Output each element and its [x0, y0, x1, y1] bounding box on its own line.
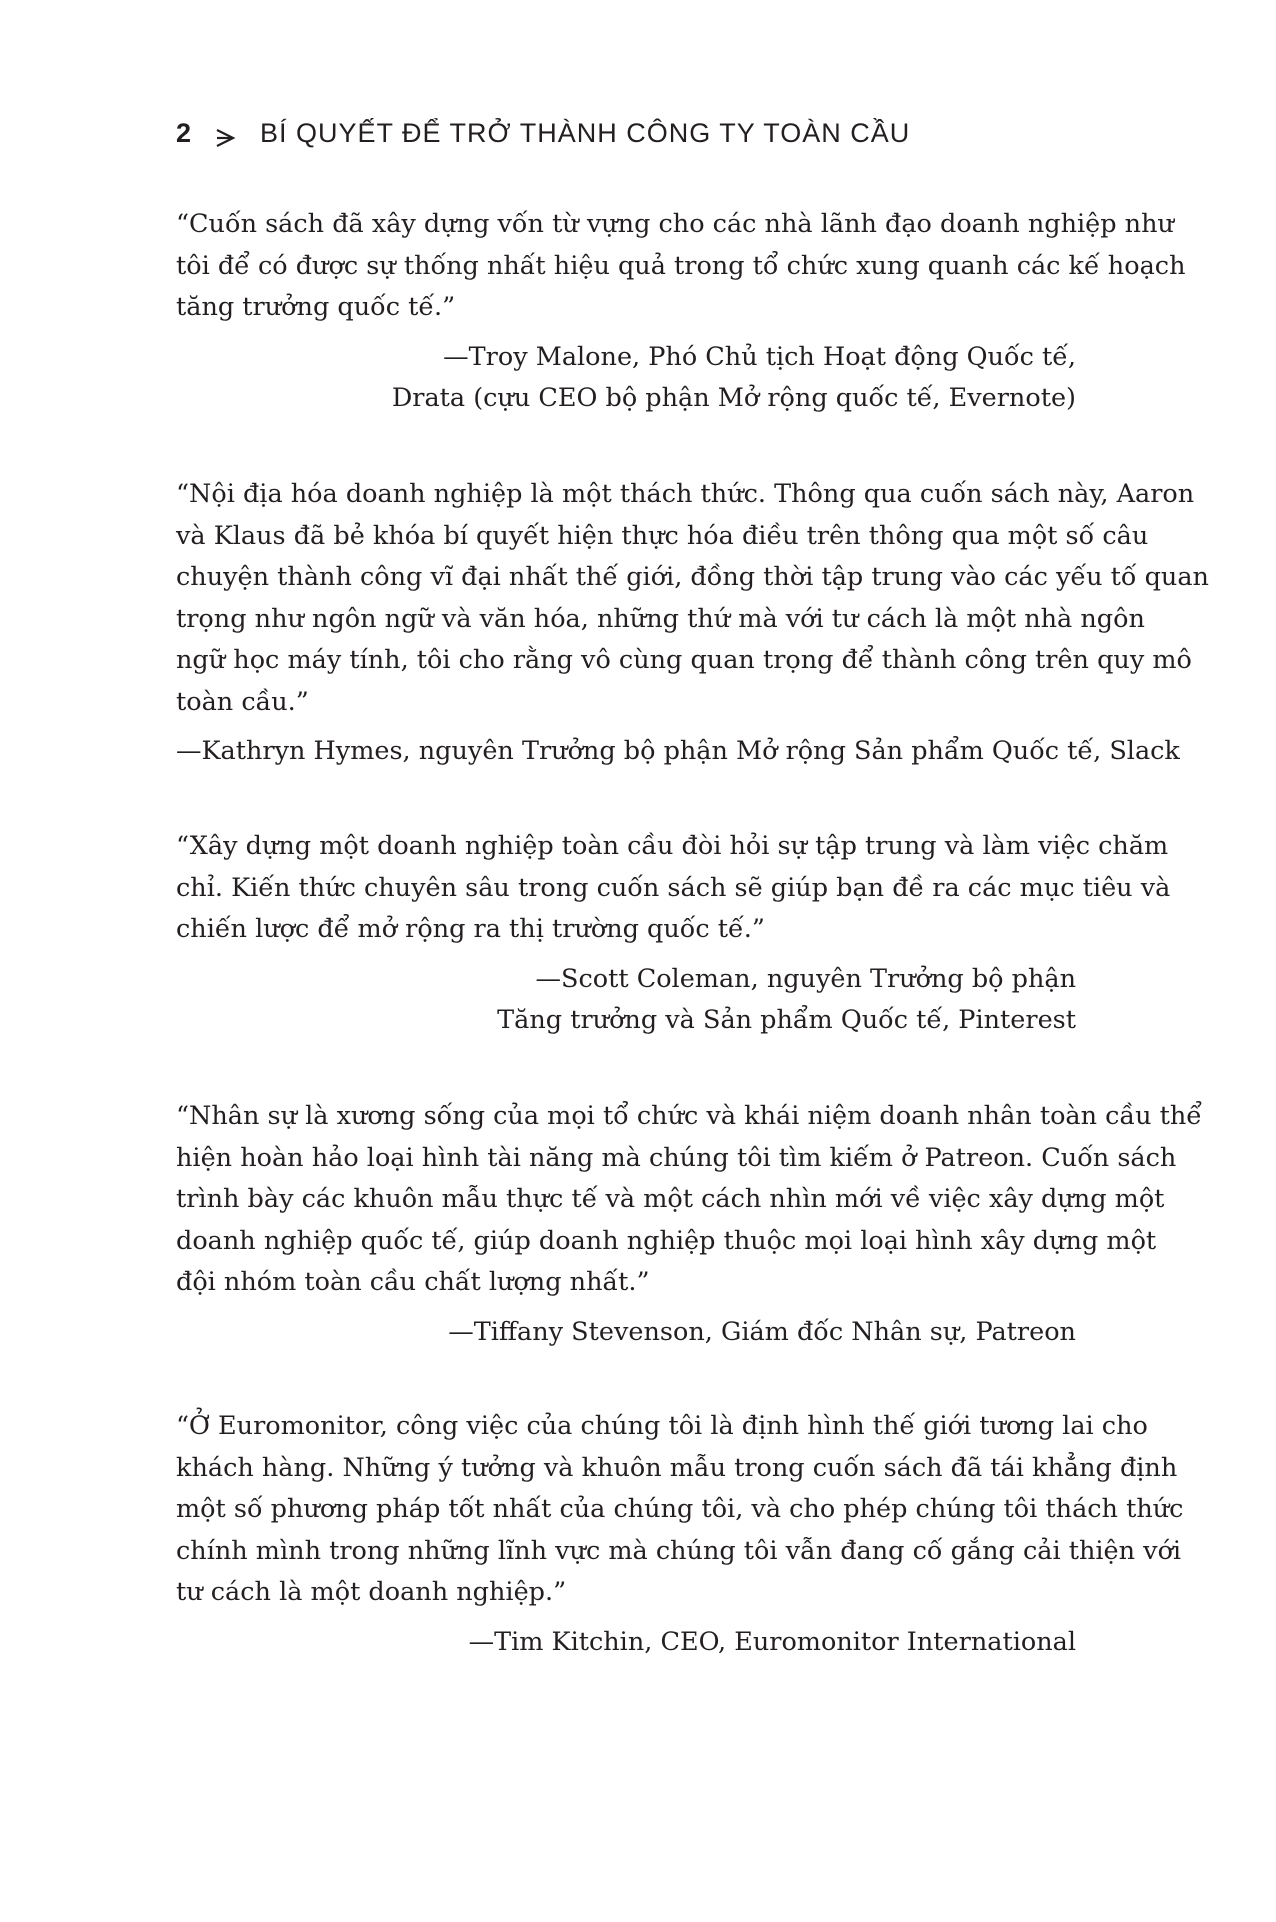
endorsement-attribution [176, 337, 1076, 420]
running-head [176, 118, 910, 149]
quote-line: “Nhân sự là xương sống của mọi tổ chức và khái niệm doanh nhân toàn cầu thể [176, 1101, 1202, 1131]
endorsement [176, 204, 1186, 420]
chevron-right-arrow-icon [214, 124, 236, 144]
endorsement-attribution [176, 1622, 1076, 1664]
endorsement-quote [176, 1406, 1184, 1614]
quote-line: “Xây dựng một doanh nghiệp toàn cầu đòi hỏi sự tập trung và làm việc chăm [176, 831, 1169, 861]
running-title: BÍ QUYẾT ĐỂ TRỞ THÀNH CÔNG TY TOÀN CẦU [260, 118, 911, 148]
quote-line: tăng trưởng quốc tế.” [176, 292, 456, 322]
quote-line: chính mình trong những lĩnh vực mà chúng tôi vẫn đang cố gắng cải thiện với [176, 1535, 1182, 1566]
endorsement [176, 474, 1209, 773]
attribution-line: —Tim Kitchin, CEO, Euromonitor International [468, 1626, 1076, 1657]
quote-line: toàn cầu.” [176, 686, 309, 717]
endorsement-attribution [176, 959, 1076, 1042]
quote-line: chiến lược để mở rộng ra thị trường quốc tế.” [176, 914, 765, 944]
endorsement [176, 1096, 1202, 1353]
quote-line: “Ở Euromonitor, công việc của chúng tôi là định hình thế giới tương lai cho [176, 1411, 1148, 1441]
quote-line: tôi để có được sự thống nhất hiệu quả trong tổ chức xung quanh các kế hoạch [176, 250, 1186, 281]
attribution-line: —Tiffany Stevenson, Giám đốc Nhân sự, Patreon [448, 1316, 1076, 1347]
quote-line: và Klaus đã bẻ khóa bí quyết hiện thực hóa điều trên thông qua một số câu [176, 520, 1149, 551]
endorsement-attribution [176, 731, 1180, 773]
quote-line: tư cách là một doanh nghiệp.” [176, 1577, 567, 1607]
endorsement-attribution [176, 1312, 1076, 1354]
attribution-line: —Kathryn Hymes, nguyên Trưởng bộ phận Mở rộng Sản phẩm Quốc tế, Slack [176, 736, 1180, 766]
endorsement-quote [176, 204, 1186, 329]
attribution-line: Drata (cựu CEO bộ phận Mở rộng quốc tế, Evernote) [391, 383, 1076, 413]
quote-line: trình bày các khuôn mẫu thực tế và một cách nhìn mới về việc xây dựng một [176, 1184, 1165, 1214]
quote-line: “Cuốn sách đã xây dựng vốn từ vựng cho các nhà lãnh đạo doanh nghiệp như [176, 209, 1174, 239]
quote-line: chuyện thành công vĩ đại nhất thế giới, đồng thời tập trung vào các yếu tố quan [176, 562, 1209, 592]
quote-line: “Nội địa hóa doanh nghiệp là một thách thức. Thông qua cuốn sách này, Aaron [176, 479, 1195, 509]
quote-line: ngữ học máy tính, tôi cho rằng vô cùng quan trọng để thành công trên quy mô [176, 645, 1192, 675]
endorsement-quote [176, 826, 1171, 951]
endorsement-quote [176, 474, 1209, 723]
quote-line: khách hàng. Những ý tưởng và khuôn mẫu trong cuốn sách đã tái khẳng định [176, 1452, 1178, 1483]
attribution-line: Tăng trưởng và Sản phẩm Quốc tế, Pinterest [497, 1005, 1076, 1035]
quote-line: đội nhóm toàn cầu chất lượng nhất.” [176, 1267, 650, 1297]
quote-line: chỉ. Kiến thức chuyên sâu trong cuốn sách sẽ giúp bạn đề ra các mục tiêu và [176, 872, 1171, 903]
endorsement-quote [176, 1096, 1202, 1304]
attribution-line: —Scott Coleman, nguyên Trưởng bộ phận [535, 963, 1076, 994]
quote-line: trọng như ngôn ngữ và văn hóa, những thứ mà với tư cách là một nhà ngôn [176, 603, 1145, 634]
endorsement [176, 826, 1171, 1042]
endorsement [176, 1406, 1184, 1663]
quote-line: doanh nghiệp quốc tế, giúp doanh nghiệp thuộc mọi loại hình xây dựng một [176, 1225, 1157, 1256]
page-number: 2 [176, 118, 193, 148]
attribution-line: —Troy Malone, Phó Chủ tịch Hoạt động Quốc tế, [443, 341, 1076, 372]
quote-line: một số phương pháp tốt nhất của chúng tôi, và cho phép chúng tôi thách thức [176, 1494, 1184, 1524]
quote-line: hiện hoàn hảo loại hình tài năng mà chúng tôi tìm kiếm ở Patreon. Cuốn sách [176, 1142, 1177, 1173]
